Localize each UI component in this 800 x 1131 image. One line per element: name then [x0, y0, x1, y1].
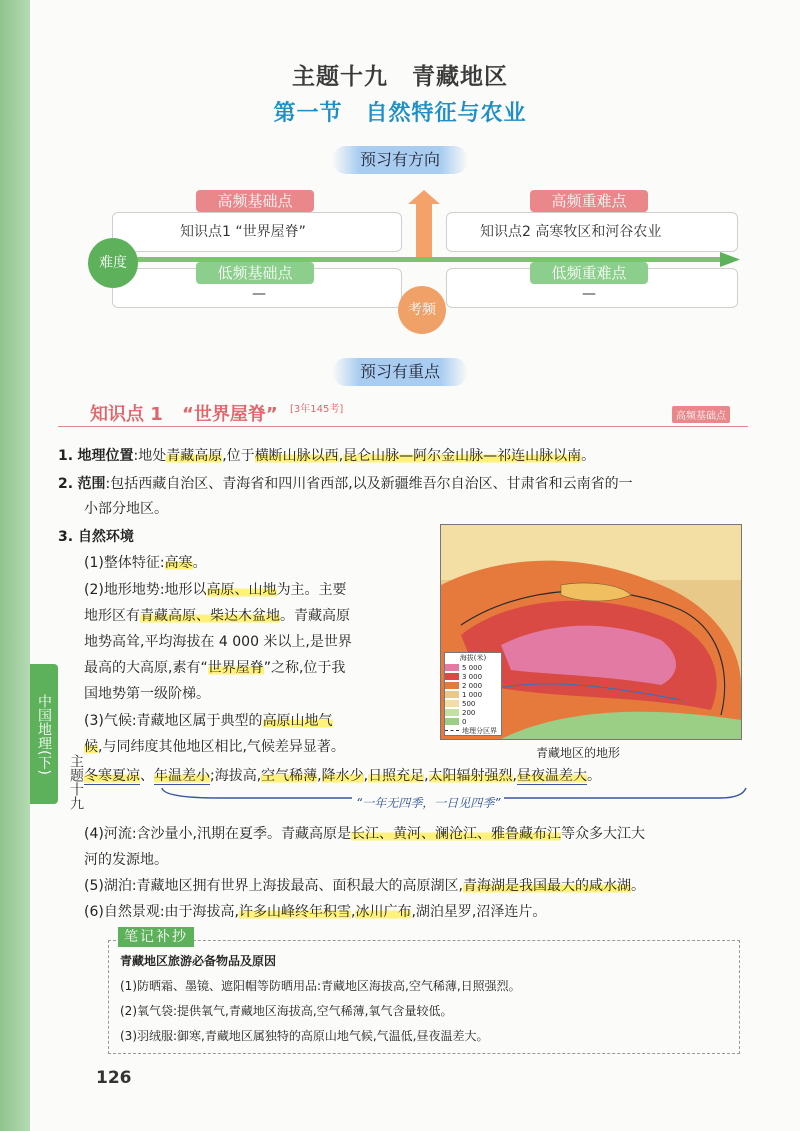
env-terrain-2 [84, 606, 350, 626]
env-landscape [84, 902, 546, 922]
text: , [351, 904, 356, 920]
text: , [317, 768, 322, 784]
legend-row [445, 663, 501, 672]
high-freq-difficult-tag: 高频重难点 [530, 190, 648, 212]
highlight: 日照充足 [368, 768, 425, 784]
legend-row [445, 726, 501, 735]
legend-label: 0 [462, 717, 467, 726]
highlight: 高寒 [164, 555, 193, 571]
legend-label: 2 000 [462, 681, 483, 690]
text: ,位于 [222, 448, 255, 464]
exam-freq-arrow [408, 190, 440, 258]
highlight: 世界屋脊 [207, 660, 264, 676]
map-legend [444, 652, 502, 736]
exam-freq-axis-label: 考频 [398, 286, 446, 334]
legend-swatch [445, 682, 459, 689]
high-freq-difficult-item: 知识点2 高寒牧区和河谷农业 [480, 224, 662, 240]
text: 为主。主要 [276, 582, 347, 598]
label: 自然环境 [77, 529, 134, 545]
env-river-2: 河的发源地。 [84, 852, 168, 868]
highlight: 降水少 [321, 768, 364, 784]
highlight: 长江、黄河、澜沧江、雅鲁藏布江 [351, 826, 561, 842]
text: (4)河流:含沙量小,汛期在夏季。青藏高原是 [84, 826, 351, 842]
legend-title: 海拔(米) [459, 654, 487, 662]
frequency-badge: 高频基础点 [672, 406, 730, 423]
text: (2)地形地势:地形以 [84, 582, 207, 598]
knowledge-point-title: “世界屋脊” [182, 404, 278, 425]
text: (3)气候:青藏地区属于典型的 [84, 713, 263, 729]
knowledge-point-label: 知识点 1 [90, 404, 163, 425]
legend-label: 3 000 [462, 672, 483, 681]
difficulty-axis-label: 难度 [88, 238, 138, 288]
legend-row [445, 690, 501, 699]
highlight: 青藏高原、柴达木盆地 [140, 608, 280, 624]
highlight: 昆仑山脉—阿尔金山脉—祁连山脉以南 [343, 448, 582, 464]
env-terrain-4 [84, 658, 345, 678]
label: 地理位置 [77, 448, 134, 464]
highlight: 许多山峰终年积雪 [239, 904, 351, 920]
notes-title: 青藏地区旅游必备物品及原因 [120, 954, 277, 968]
legend-label: 500 [462, 699, 476, 708]
text: 地形区有 [84, 608, 140, 624]
legend-swatch [445, 730, 459, 731]
text: 最高的大高原,素有“ [84, 660, 208, 676]
handwritten-note: “一年无四季，一日见四季” [352, 794, 504, 811]
preview-key-banner: 预习有重点 [332, 358, 468, 386]
legend-label: 200 [462, 708, 476, 717]
notes-item-1: (1)防晒霜、墨镜、遮阳帽等防晒用品:青藏地区海拔高,空气稀薄,日照强烈。 [120, 979, 521, 993]
para-range [58, 474, 633, 494]
highlight: 年温差小 [154, 768, 210, 784]
env-overall [84, 553, 207, 573]
num: 3. [58, 529, 74, 545]
highlight: 空气稀薄 [261, 768, 318, 784]
text: , [338, 448, 344, 464]
high-freq-basic-tag: 高频基础点 [196, 190, 314, 212]
exam-count: [3年145考] [290, 404, 344, 415]
low-freq-basic-tag: 低频基础点 [196, 262, 314, 284]
para-location [58, 446, 595, 466]
env-climate-2 [84, 737, 345, 757]
highlight: 高原、山地 [206, 582, 277, 598]
num: 2. [58, 476, 74, 492]
text: :地处 [133, 448, 167, 464]
env-terrain-5: 国地势第一级阶梯。 [84, 686, 210, 702]
highlight: 冬寒夏凉 [84, 768, 140, 784]
text: 。 [192, 555, 207, 571]
legend-swatch [445, 700, 459, 707]
legend-label: 1 000 [462, 690, 483, 699]
text: 。 [581, 448, 596, 464]
env-river-1 [84, 824, 645, 844]
env-terrain-1 [84, 580, 347, 600]
highlight: 青海湖是我国最大的咸水湖 [463, 878, 631, 894]
legend-swatch [445, 691, 459, 698]
side-tab: 中国地理(下) [30, 664, 58, 804]
text: (6)自然景观:由于海拔高, [84, 904, 239, 920]
difficulty-arrow-bar [120, 257, 720, 262]
theme-title: 主题十九 青藏地区 [292, 64, 508, 90]
text: 。 [586, 768, 601, 784]
notes-item-2: (2)氧气袋:提供氧气,青藏地区海拔高,空气稀薄,氧气含量较低。 [120, 1004, 453, 1018]
env-climate-3 [84, 766, 601, 786]
legend-row [445, 672, 501, 681]
num: 1. [58, 448, 74, 464]
page-edge [0, 0, 30, 1131]
highlight: 候 [84, 739, 98, 755]
side-tab-sub: 主题十九 [68, 754, 84, 810]
text: (1)整体特征: [84, 555, 165, 571]
legend-row [445, 708, 501, 717]
legend-swatch [445, 709, 459, 716]
legend-label: 5 000 [462, 663, 483, 672]
highlight: 高原山地气 [262, 713, 333, 729]
text: , [424, 768, 429, 784]
difficulty-arrow-head [720, 252, 740, 267]
notes-label: 笔记补抄 [118, 927, 194, 947]
section-title: 第一节 自然特征与农业 [273, 101, 527, 126]
env-lake [84, 876, 645, 896]
legend-row [445, 681, 501, 690]
text: ,与同纬度其他地区相比,气候差异显著。 [98, 739, 345, 755]
text: 。青藏高原 [280, 608, 350, 624]
legend-swatch [445, 664, 459, 671]
legend-label: 地理分区界 [462, 726, 497, 735]
text: , [512, 768, 517, 784]
env-climate-1 [84, 711, 333, 731]
legend-row [445, 699, 501, 708]
text: 、 [140, 768, 154, 784]
text: :包括西藏自治区、青海省和四川省西部,以及新疆维吾尔自治区、甘肃省和云南省的一 [105, 476, 633, 492]
legend-swatch [445, 673, 459, 680]
text: ”之称,位于我 [263, 660, 346, 676]
para-range-cont: 小部分地区。 [84, 501, 168, 517]
low-freq-basic-item: — [252, 286, 266, 302]
highlight: 昼夜温差大 [516, 768, 587, 784]
text: 等众多大江大 [561, 826, 645, 842]
map-caption: 青藏地区的地形 [536, 746, 621, 760]
text: (5)湖泊:青藏地区拥有世界上海拔最高、面积最大的高原湖区, [84, 878, 463, 894]
highlight: 冰川广布 [355, 904, 412, 920]
preview-direction-banner: 预习有方向 [332, 146, 468, 174]
env-terrain-3: 地势高耸,平均海拔在 4 000 米以上,是世界 [84, 634, 352, 650]
legend-swatch [445, 718, 459, 725]
text: ;海拔高, [210, 768, 262, 784]
highlight: 青藏高原 [166, 448, 223, 464]
low-freq-difficult-item: — [582, 286, 596, 302]
text: 。 [631, 878, 645, 894]
text: , [363, 768, 369, 784]
para-environment-heading [58, 527, 134, 547]
high-freq-basic-item: 知识点1 “世界屋脊” [180, 224, 306, 240]
page-number: 126 [96, 1068, 132, 1088]
text: ,湖泊星罗,沼泽连片。 [411, 904, 547, 920]
highlight: 横断山脉以西 [254, 448, 339, 464]
highlight: 太阳辐射强烈 [428, 768, 513, 784]
label: 范围 [77, 476, 106, 492]
low-freq-difficult-tag: 低频重难点 [530, 262, 648, 284]
notes-item-3: (3)羽绒服:御寒,青藏地区属独特的高原山地气候,气温低,昼夜温差大。 [120, 1029, 489, 1043]
